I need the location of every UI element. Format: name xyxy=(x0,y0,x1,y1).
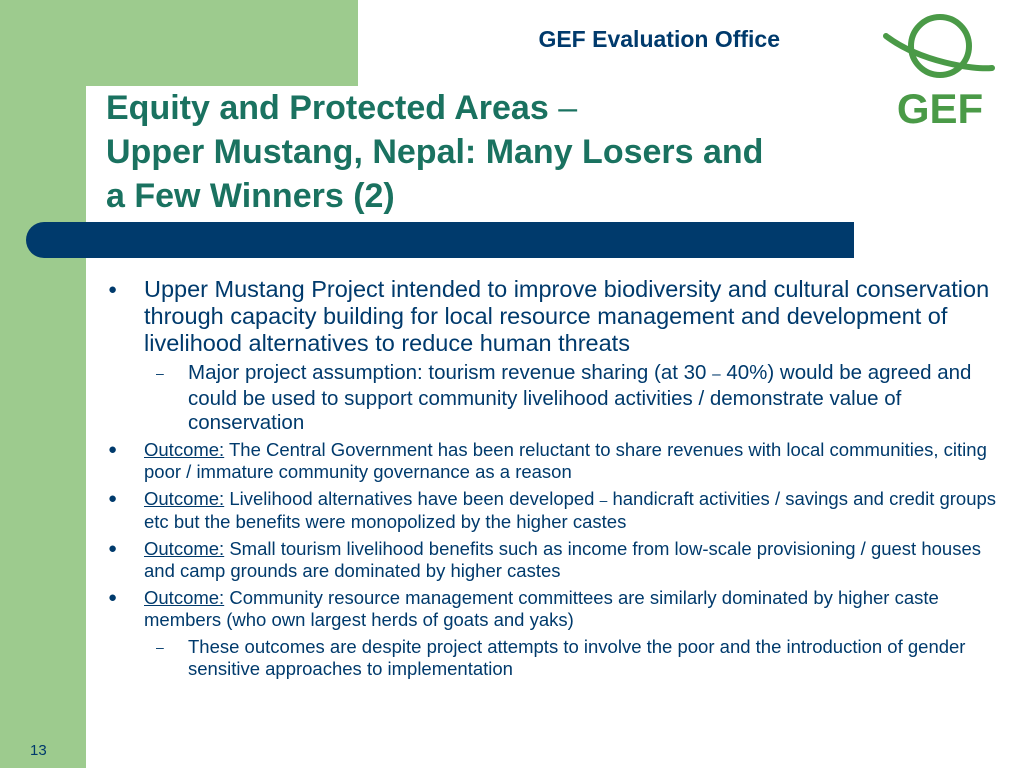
outcome-label: Outcome: xyxy=(144,587,225,608)
top-green-band xyxy=(86,0,358,86)
list-item xyxy=(106,276,1016,357)
inline-dash: – xyxy=(599,492,608,508)
outcome-label: Outcome: xyxy=(144,488,225,509)
bullet-text-start: Major project assumption: tourism revenue sharing (at 30 xyxy=(188,361,713,384)
logo-orbit-icon xyxy=(886,36,992,68)
page-number: 13 xyxy=(30,742,47,759)
sub-list-item xyxy=(106,636,1016,680)
title-dash: – xyxy=(558,89,578,127)
bullet-dot-icon: ● xyxy=(108,540,118,557)
bullet-text-start: Livelihood alternatives have been developed xyxy=(224,488,600,509)
list-item xyxy=(106,538,1016,582)
bullet-dot-icon: ● xyxy=(108,281,118,298)
bullet-dot-icon: ● xyxy=(108,589,118,606)
slide-title xyxy=(106,86,896,218)
gef-logo xyxy=(880,6,996,130)
list-item xyxy=(106,587,1016,631)
title-line-1: Equity and Protected Areas xyxy=(106,89,549,127)
sub-bullet-dash-icon: – xyxy=(156,365,164,381)
title-line-2: Upper Mustang, Nepal: Many Losers and xyxy=(106,133,764,171)
bullet-text: Small tourism livelihood benefits such as income from low-scale provisioning / guest houses and camp grounds are dominated by higher castes xyxy=(144,538,981,581)
title-line-3: a Few Winners (2) xyxy=(106,177,395,215)
outcome-label: Outcome: xyxy=(144,439,225,460)
left-green-band xyxy=(0,0,86,768)
sub-list-item xyxy=(106,361,1016,435)
list-item xyxy=(106,488,1016,533)
logo-text: GEF xyxy=(896,85,984,130)
inline-dash: – xyxy=(712,366,721,383)
bullet-dot-icon: ● xyxy=(108,490,118,507)
bullet-text: These outcomes are despite project attempts to involve the poor and the introduction of gender sensitive approaches to implementation xyxy=(188,636,966,679)
title-underline-bar xyxy=(26,222,854,258)
bullet-text: Community resource management committees are similarly dominated by higher caste members (who own largest herds of goats and yaks) xyxy=(144,587,939,630)
bullet-text-end: handicraft activities / savings and credit groups etc but the benefits were monopolized by the higher castes xyxy=(144,488,997,532)
bullet-text-end: 40%) would be agreed and could be used to support community livelihood activities / demonstrate value of conservation xyxy=(188,361,972,434)
list-item xyxy=(106,439,1016,483)
bullet-list xyxy=(106,276,1016,684)
bullet-text: Upper Mustang Project intended to improve biodiversity and cultural conservation through capacity building for local resource management and development of livelihood alternatives to reduce human threats xyxy=(144,276,990,356)
bullet-text: The Central Government has been reluctant to share revenues with local communities, citing poor / immature community governance as a reason xyxy=(144,439,987,482)
office-name: GEF Evaluation Office xyxy=(538,26,780,52)
bullet-dot-icon: ● xyxy=(108,441,118,458)
outcome-label: Outcome: xyxy=(144,538,225,559)
sub-bullet-dash-icon: – xyxy=(156,639,164,655)
